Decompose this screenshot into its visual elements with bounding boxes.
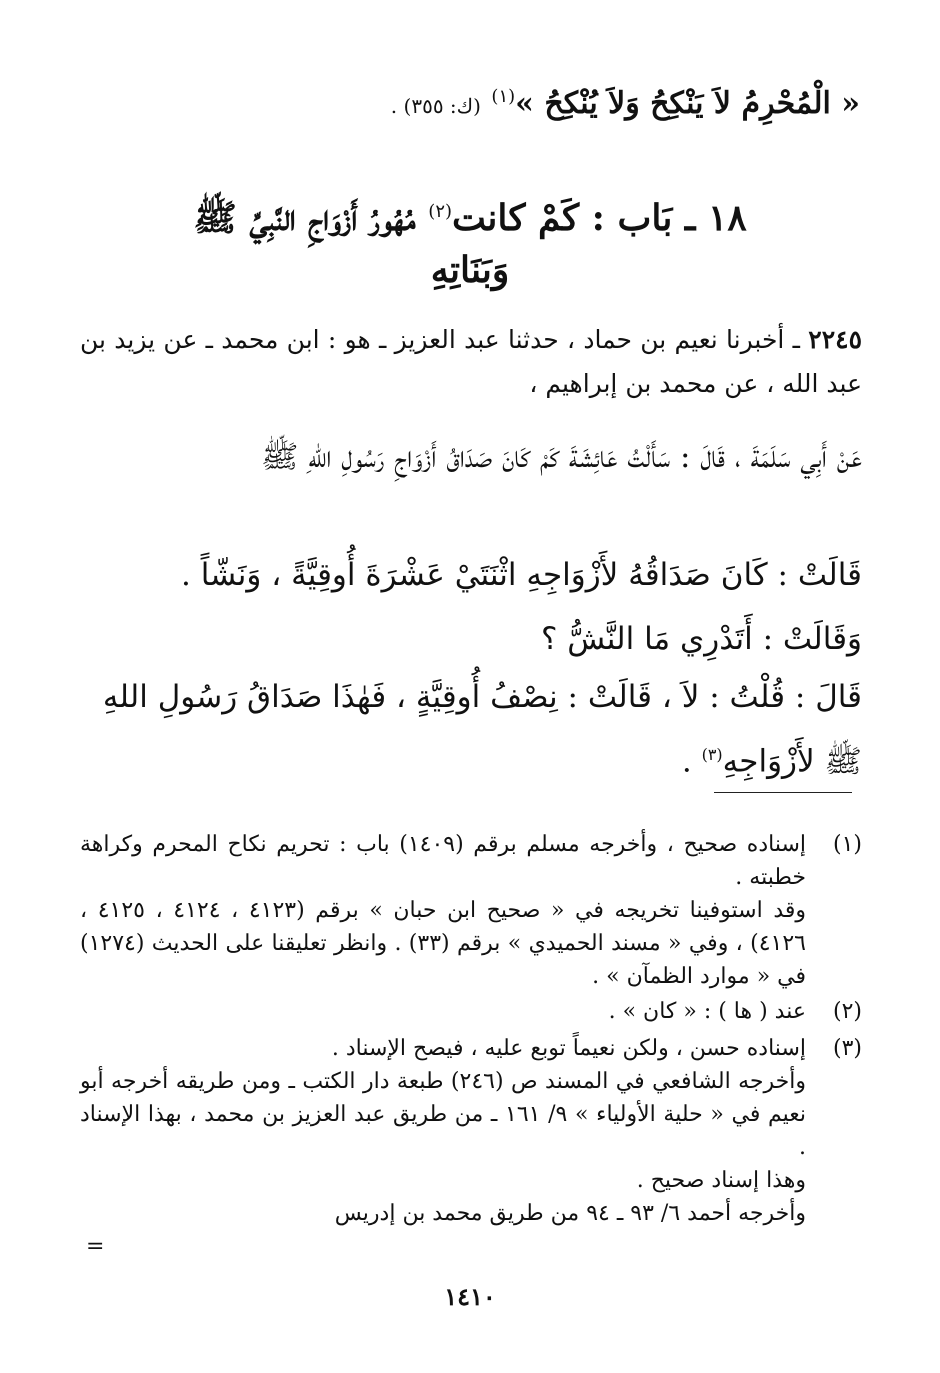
matn-line-2: قَالَتْ : كَانَ صَدَاقُهُ لأَزْوَاجِهِ اثْنَتَيْ عَشْرَةَ أُوقِيَّةً ، وَنَشّاً .: [181, 557, 862, 593]
isnad-text: ـ أخبرنا نعيم بن حماد ، حدثنا عبد العزيز ـ هو : ابن محمد ـ عن يزيد بن عبد الله ، عن محمد بن إبراهيم ،: [80, 325, 862, 398]
footnote-marker: (٢): [832, 999, 862, 1024]
chapter-title-prefix: ١٨ ـ بَاب : كَمْ كانت: [452, 197, 747, 239]
footnote-paragraph: إسناده صحيح ، وأخرجه مسلم برقم (١٤٠٩) باب : تحريم نكاح المحرم وكراهة خطبته .: [80, 832, 807, 890]
footnote-paragraph: إسناده حسن ، ولكن نعيماً توبع عليه ، فيصح الإسناد .: [331, 1036, 806, 1061]
heading-text: « الْمُحْرِمُ لاَ يَنْكِحُ وَلاَ يُنْكِحُ »: [515, 86, 860, 121]
chapter-title: [80, 186, 860, 296]
footnote-2: [80, 995, 862, 1028]
matn-line-3: وَقَالَتْ : أَتَدْرِي مَا النَّشُّ ؟: [540, 621, 862, 657]
footnote-marker: (١): [832, 832, 862, 857]
footnote-paragraph: وقد استوفينا تخريجه في « صحيح ابن حبان » برقم (٤١٢٣ ، ٤١٢٤ ، ٤١٢٥ ، ٤١٢٦) ، وفي « مسند الحميدي » برقم (٣٣) . وانظر تعليقنا على الحديث (١٢٧٤) في « موارد الظمآن » .: [80, 898, 807, 989]
chapter-title-line2: وَبَنَاتِهِ: [430, 249, 510, 291]
chapter-title-suffix: مُهُورُ أَزْوَاجِ النَّبِيِّ ﷺ: [193, 197, 416, 239]
source-reference: (ك: ٣٥٥) .: [390, 94, 481, 118]
matn-line-1: عَنْ أَبِي سَلَمَةَ ، قَالَ : سَأَلْتُ عَائِشَةَ كَمْ كَانَ صَدَاقُ أَزْوَاجِ رَسُولِ اللهِ ﷺ: [260, 439, 862, 475]
footnote-1: [80, 828, 862, 993]
footnote-ref-2: (٢): [428, 201, 453, 222]
footnote-separator: [714, 792, 852, 793]
footnote-marker: (٣): [832, 1036, 862, 1061]
continuation-mark: =: [86, 1234, 105, 1259]
footnote-3: [80, 1032, 862, 1230]
page-number: ١٤١٠: [444, 1282, 496, 1311]
footnote-paragraph: وأخرجه أحمد ٦/ ٩٣ ـ ٩٤ من طريق محمد بن إدريس: [334, 1201, 806, 1226]
matn-line-4: [80, 668, 862, 790]
previous-chapter-heading: [80, 86, 860, 121]
footnote-paragraph: عند ( ها ) : « كان » .: [608, 999, 806, 1024]
matn-line-4-end: .: [681, 743, 692, 780]
footnote-paragraph: وأخرجه الشافعي في المسند ص (٢٤٦) طبعة دار الكتب ـ ومن طريقه أخرجه أبو نعيم في « حلية الأولياء » ٩/ ١٦١ ـ من طريق عبد العزيز بن محمد ، بهذا الإسناد .: [80, 1069, 807, 1160]
footnote-paragraph: وهذا إسناد صحيح .: [636, 1168, 806, 1193]
hadith-number: ٢٢٤٥: [808, 325, 862, 354]
footnotes: [80, 828, 862, 1230]
hadith-isnad: [80, 318, 862, 406]
matn-line-4-text: قَالَ : قُلْتُ : لاَ ، قَالَتْ : نِصْفُ أُوقِيَّةٍ ، فَهٰذَا صَدَاقُ رَسُولِ اللهِ ﷺ لأَزْوَاجِهِ: [102, 679, 862, 780]
footnote-ref-3: (٣): [701, 745, 723, 764]
footnote-ref-1: (١): [491, 86, 516, 107]
